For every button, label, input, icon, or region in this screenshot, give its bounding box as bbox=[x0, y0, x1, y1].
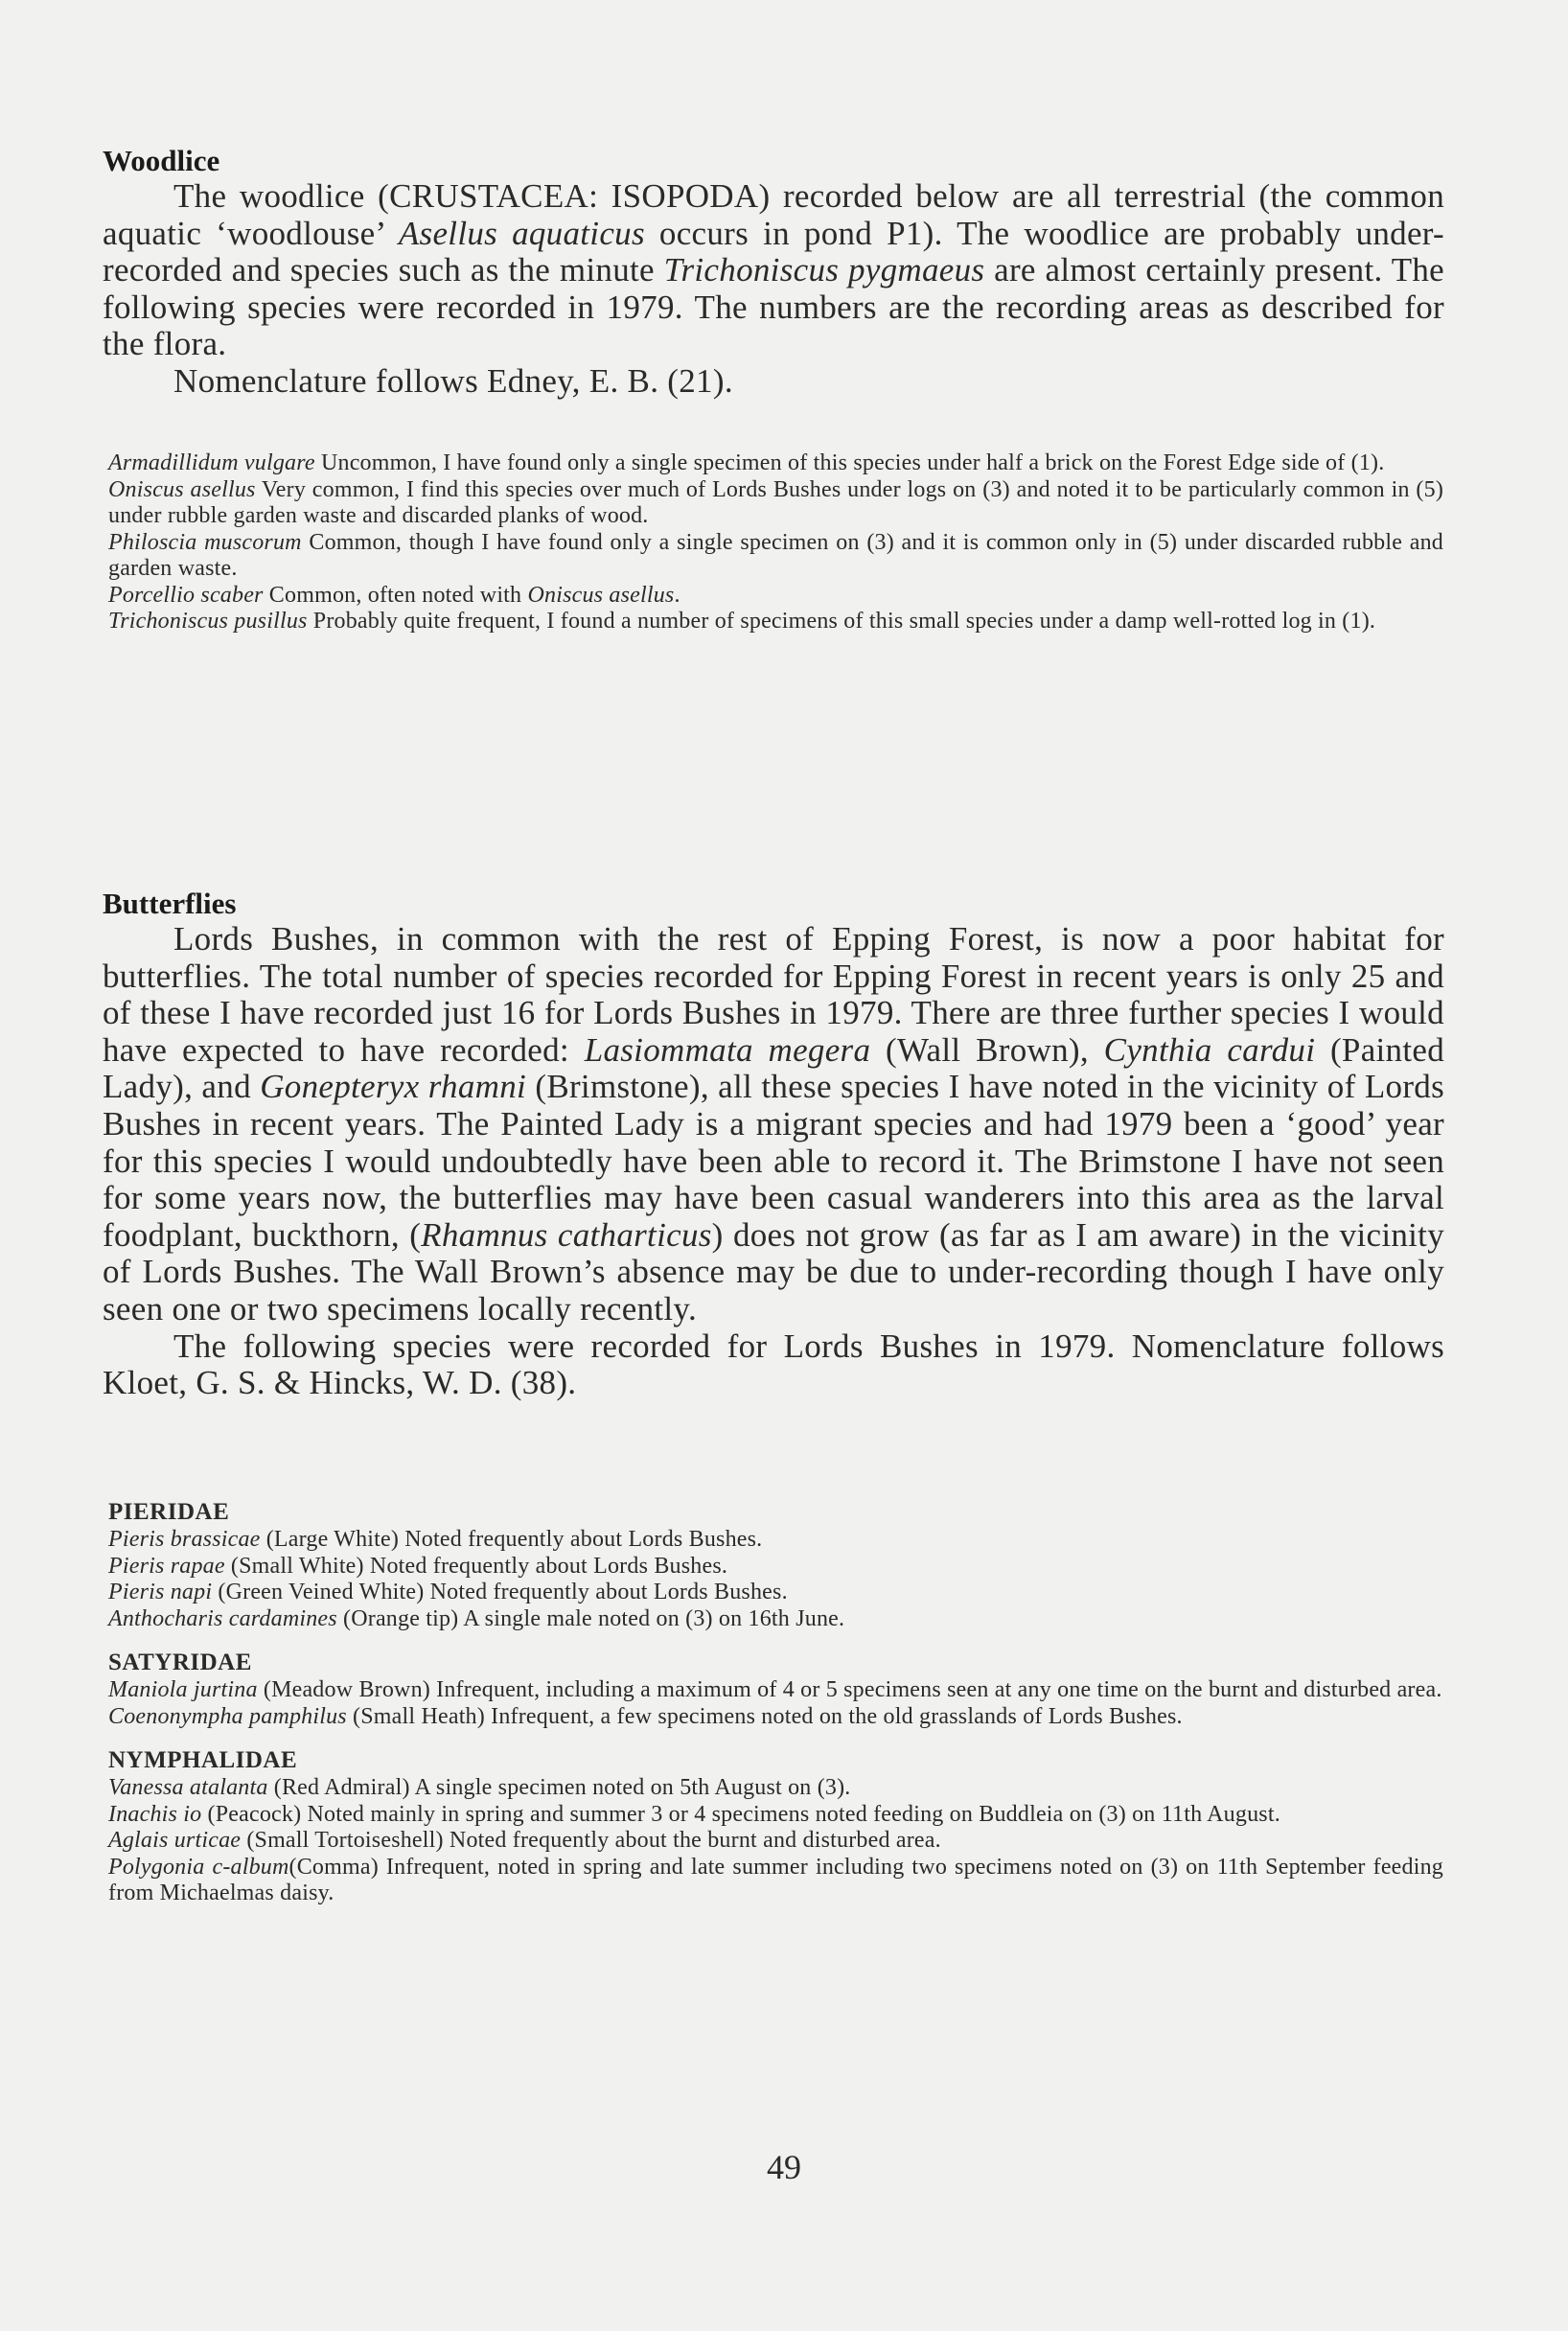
section-heading-woodlice: Woodlice bbox=[103, 144, 220, 177]
family-group-satyridae bbox=[108, 1649, 1443, 1730]
species-entry: Trichoniscus pusillus Probably quite frequent, I found a number of specimens of this small species under a damp well-rotted log in (1). bbox=[108, 609, 1376, 634]
species-entry: Pieris napi (Green Veined White) Noted frequently about Lords Bushes. bbox=[108, 1580, 788, 1604]
family-title: NYMPHALIDAE bbox=[108, 1747, 298, 1773]
family-title: SATYRIDAE bbox=[108, 1650, 252, 1675]
species-entry: Vanessa atalanta (Red Admiral) A single specimen noted on 5th August on (3). bbox=[108, 1775, 851, 1800]
page-number: 49 bbox=[767, 2148, 801, 2186]
woodlice-section bbox=[103, 144, 1444, 401]
species-entry: Maniola jurtina (Meadow Brown) Infrequent, including a maximum of 4 or 5 specimens seen at any one time on the burnt and disturbed area. bbox=[108, 1677, 1442, 1702]
species-entry: Coenonympha pamphilus (Small Heath) Infrequent, a few specimens noted on the old grasslands of Lords Bushes. bbox=[108, 1703, 1183, 1729]
butterflies-species-list bbox=[108, 1498, 1443, 1924]
woodlice-nomenclature-paragraph: Nomenclature follows Edney, E. B. (21). bbox=[173, 361, 733, 400]
family-group-pieridae bbox=[108, 1498, 1443, 1632]
butterflies-intro-paragraph: Lords Bushes, in common with the rest of Epping Forest, is now a poor habitat for butterflies. The total number of species recorded for Epping Forest in recent years is only 25 and of these I have recorded just 16 for Lords Bushes in 1979. There are three further species I would have expected to have recorded: Lasiommata megera (Wall Brown), Cynthia cardui (Painted Lady), and Gonepteryx rhamni (Brimstone), all these species I have noted in the vicinity of Lords Bushes in recent years. The Painted Lady is a migrant species and had 1979 been a ‘good’ year for this species I would undoubtedly have been able to record it. The Brimstone I have not seen for some years now, the butterflies may have been casual wanderers into this area as the larval foodplant, buckthorn, (Rhamnus catharticus) does not grow (as far as I am aware) in the vicinity of Lords Bushes. The Wall Brown’s absence may be due to under-recording though I have only seen one or two specimens locally recently. bbox=[103, 920, 1445, 1327]
section-heading-butterflies: Butterflies bbox=[103, 887, 237, 920]
species-entry: Pieris brassicae (Large White) Noted frequently about Lords Bushes. bbox=[108, 1527, 763, 1552]
species-entry: Philoscia muscorum Common, though I have found only a single specimen on (3) and it is common only in (5) under discarded rubble and garden waste. bbox=[108, 529, 1443, 581]
family-group-nymphalidae bbox=[108, 1746, 1443, 1907]
family-title: PIERIDAE bbox=[108, 1499, 230, 1525]
butterflies-section bbox=[103, 887, 1444, 1402]
species-entry: Anthocharis cardamines (Orange tip) A single male noted on (3) on 16th June. bbox=[108, 1605, 845, 1631]
species-entry: Porcellio scaber Common, often noted with Oniscus asellus. bbox=[108, 582, 680, 608]
species-entry: Polygonia c-album(Comma) Infrequent, noted in spring and late summer including two specimens noted on (3) on 11th September feeding from Michaelmas daisy. bbox=[108, 1854, 1443, 1905]
woodlice-intro-paragraph: The woodlice (CRUSTACEA: ISOPODA) recorded below are all terrestrial (the common aquatic ‘woodlouse’ Asellus aquaticus occurs in pond P1). The woodlice are probably under-recorded and species such as the minute Trichoniscus pygmaeus are almost certainly present. The following species were recorded in 1979. The numbers are the recording areas as described for the flora. bbox=[103, 177, 1445, 363]
species-entry: Aglais urticae (Small Tortoiseshell) Noted frequently about the burnt and disturbed area. bbox=[108, 1828, 941, 1853]
species-entry: Inachis io (Peacock) Noted mainly in spring and summer 3 or 4 specimens noted feeding on Buddleia on (3) on 11th August. bbox=[108, 1801, 1280, 1827]
butterflies-nomenclature-paragraph: The following species were recorded for Lords Bushes in 1979. Nomenclature follows Kloet, G. S. & Hincks, W. D. (38). bbox=[103, 1327, 1444, 1402]
woodlice-species-list bbox=[108, 450, 1443, 635]
species-entry: Oniscus asellus Very common, I find this species over much of Lords Bushes under logs on (3) and noted it to be particularly common in (5) under rubble garden waste and discarded planks of wood. bbox=[108, 476, 1444, 528]
species-entry: Pieris rapae (Small White) Noted frequently about Lords Bushes. bbox=[108, 1553, 728, 1579]
species-entry: Armadillidum vulgare Uncommon, I have found only a single specimen of this species under half a brick on the Forest Edge side of (1). bbox=[108, 450, 1385, 475]
